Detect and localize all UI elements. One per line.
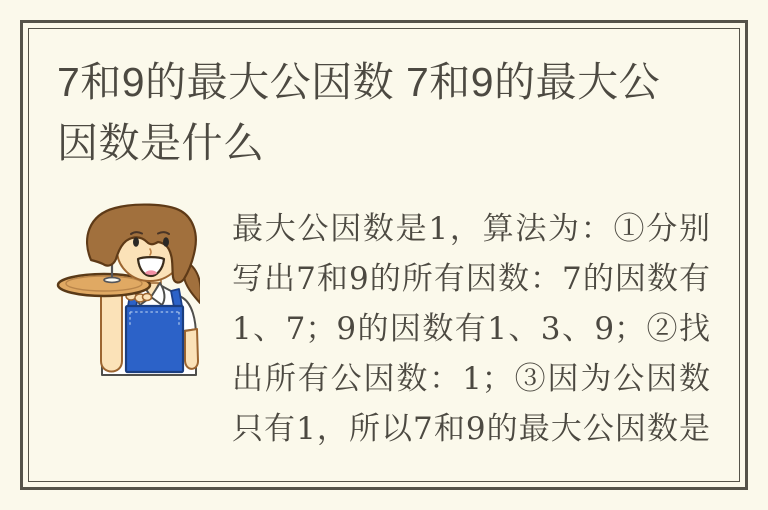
body-line: 出所有公因数：1；③因为公因数 — [232, 361, 710, 397]
body-line: 1、7；9的因数有1、3、9；②找 — [232, 311, 710, 347]
article-body — [232, 204, 710, 454]
title-line: 因数是什么 — [57, 120, 265, 166]
apron-bib — [126, 306, 183, 372]
article-title — [57, 52, 717, 174]
body-line: 只有1，所以7和9的最大公因数是 — [232, 411, 710, 447]
title-line: 7和9的最大公因数 7和9的最大公 — [57, 59, 661, 105]
right-forearm — [185, 329, 198, 369]
left-eye — [133, 237, 139, 247]
right-eye — [163, 237, 169, 247]
waitress-illustration — [55, 203, 200, 378]
apron-strap-right — [171, 289, 182, 307]
body-line: 最大公因数是1，算法为：①分别 — [232, 211, 710, 247]
left-forearm — [101, 292, 122, 372]
body-line: 写出7和9的所有因数：7的因数有 — [232, 261, 710, 297]
